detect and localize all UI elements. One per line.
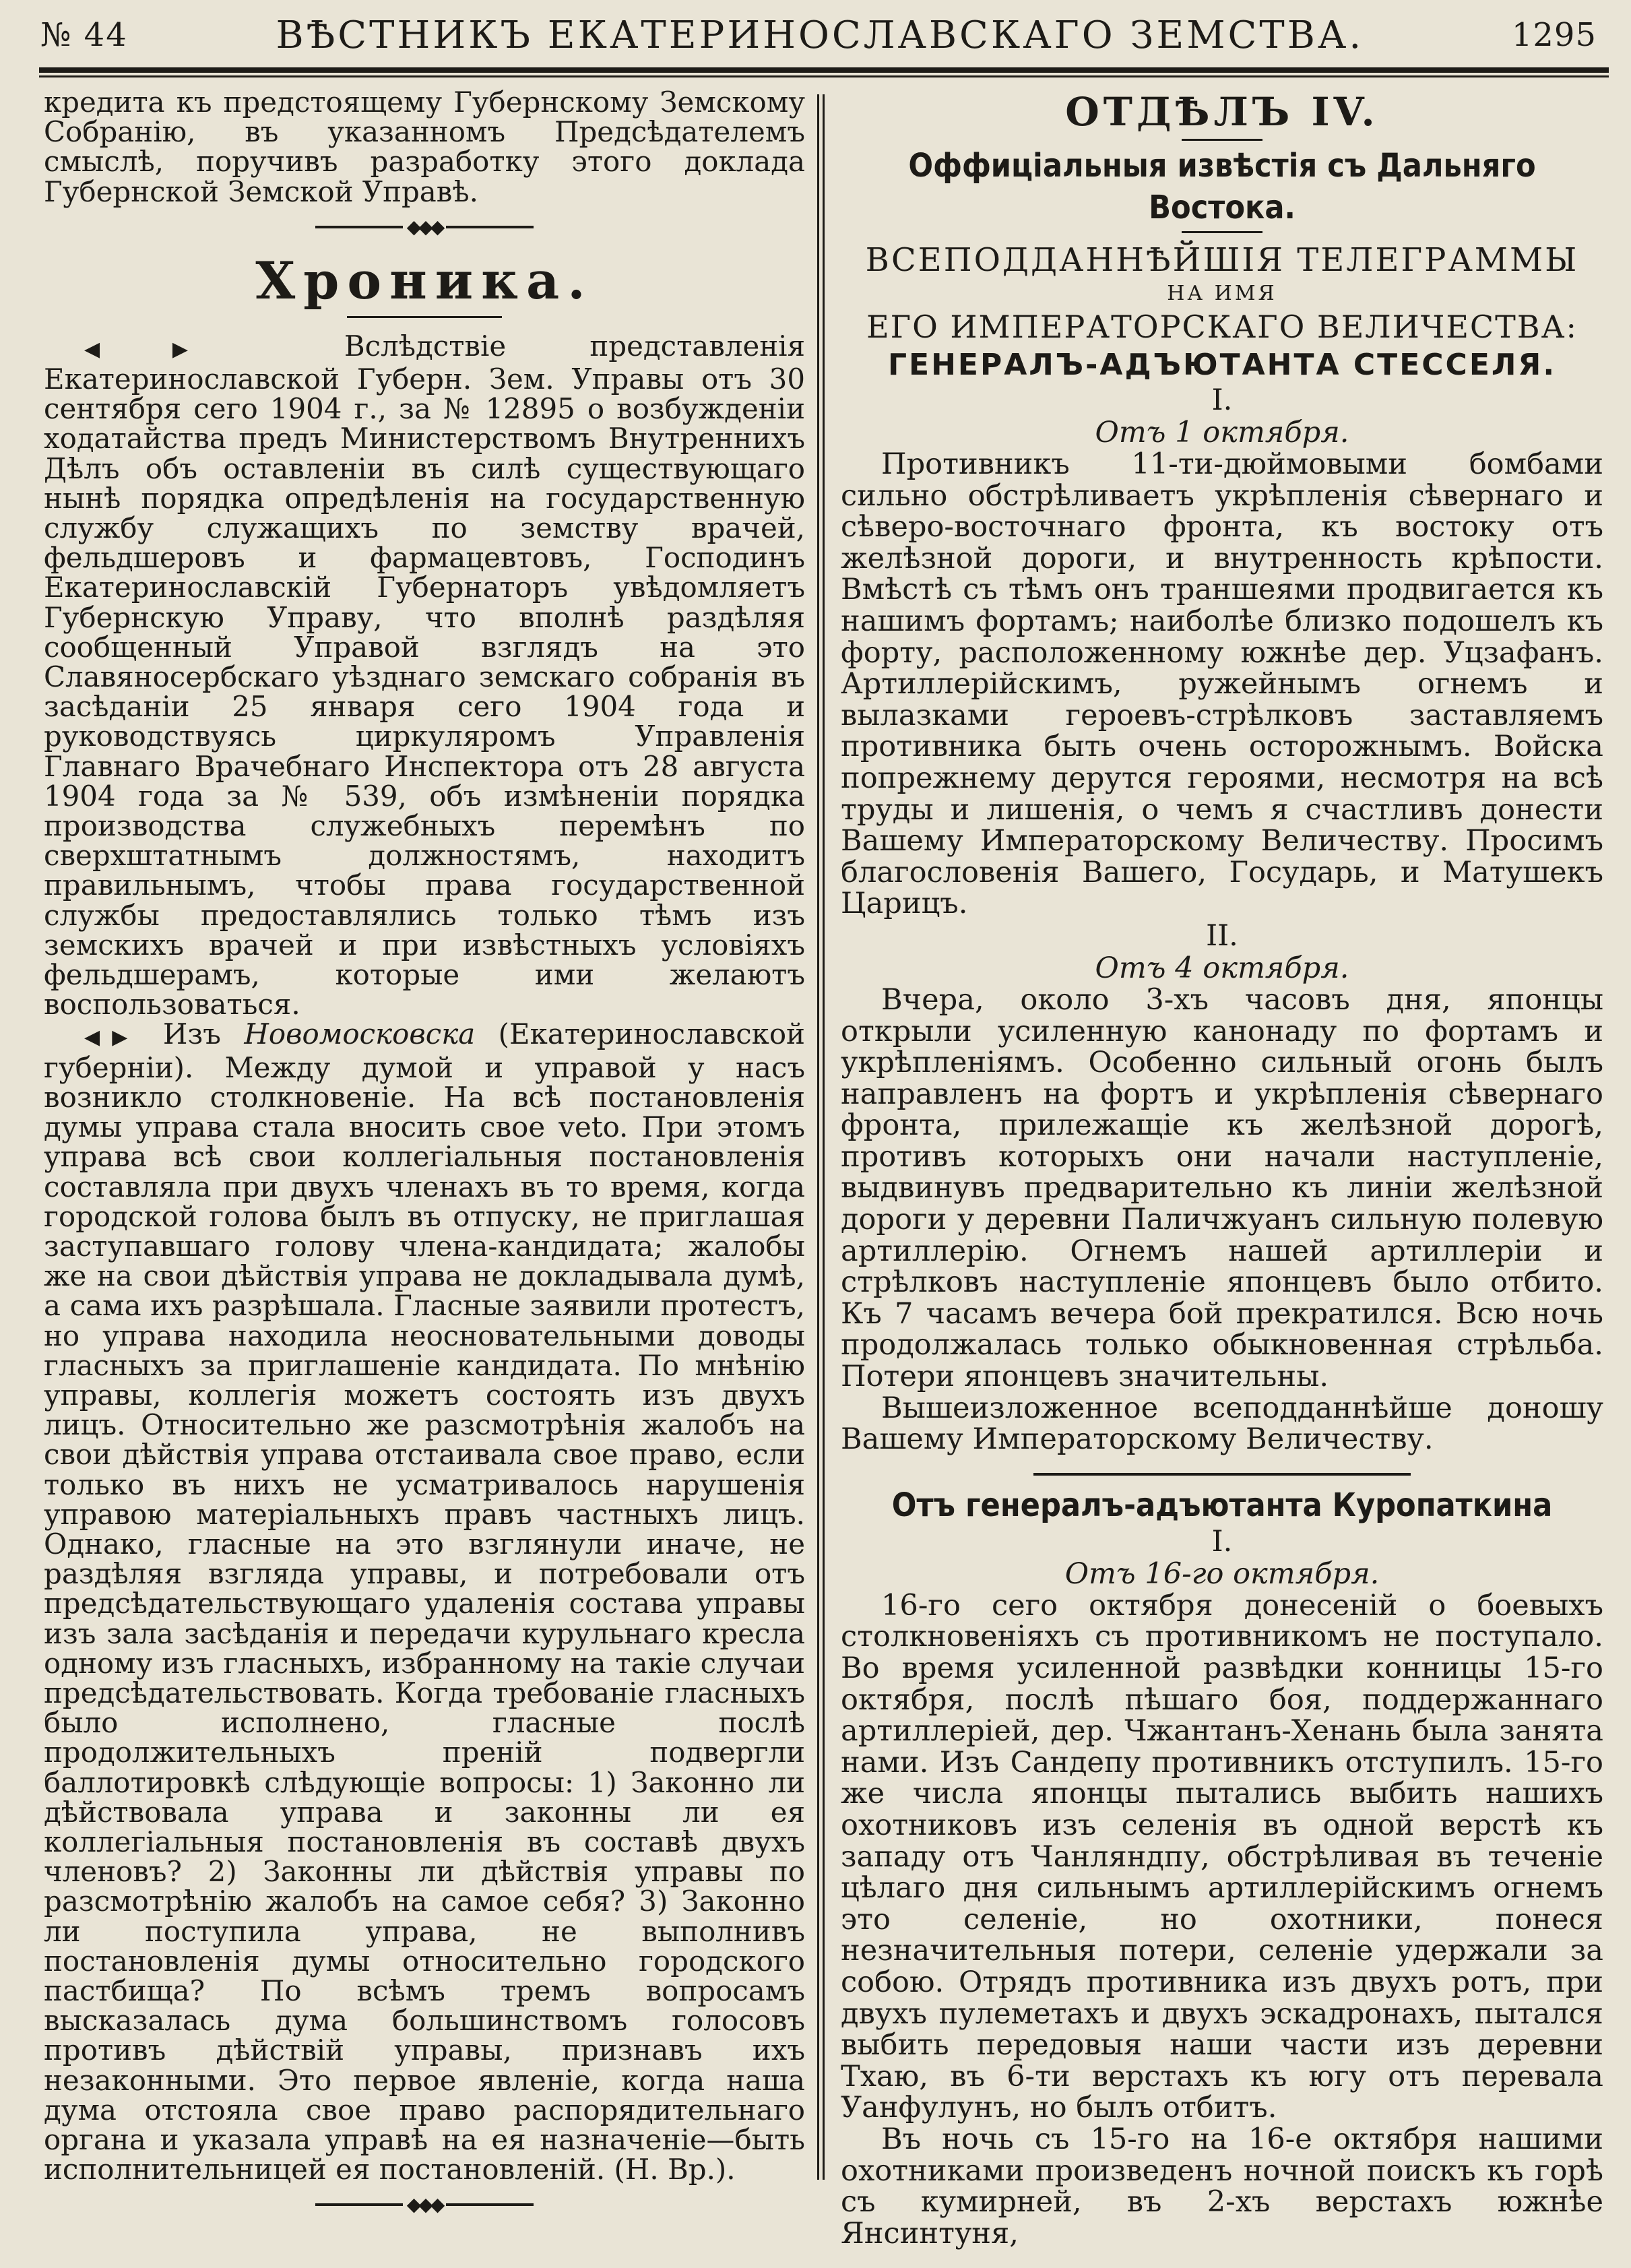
section-heading: ОТДѢЛЪ IV.	[1065, 89, 1379, 135]
telegram-1-date: Отъ 1 октября.	[1095, 416, 1349, 449]
section-rule	[1182, 139, 1262, 141]
chronicle-item-2	[44, 1019, 805, 2184]
ornament-diamond-icon: ◆◆◆	[406, 215, 443, 238]
section-rule-2	[1182, 231, 1262, 233]
kuropatkin-1-date: Отъ 16-го октября.	[1064, 1556, 1380, 1591]
issue-number: № 44	[40, 16, 128, 54]
telegrams-addressee: ЕГО ИМПЕРАТОРСКАГО ВЕЛИЧЕСТВА:	[866, 309, 1578, 345]
telegram-2-text: Вчера, около 3-хъ часовъ дня, японцы открыли усиленную канонаду по фортамъ и укрѣпленіямъ. Особенно сильный огонь былъ направленъ на фортъ и укрѣпленія сѣвернаго фронта, прилежащіе къ желѣзной дорогѣ, противъ которыхъ они начали наступленіе, выдвинувъ предварительно къ линіи желѣзной дороги у деревни Паличжуанъ сильную полевую артиллерію. Огнемъ нашей артиллеріи и стрѣлковъ наступленіе японцевъ было отбито. Къ 7 часамъ вечера бой прекратился. Всю ночь продолжалась только обыкновенная стрѣльба. Потери японцевъ значительны.	[841, 982, 1603, 1394]
telegram-1-number: I.	[1211, 383, 1233, 417]
kuropatkin-1-text-2: Въ ночь съ 15-го на 16-е октября нашими охотниками произведенъ ночной поискъ къ горѣ съ кумирней, въ 2-хъ верстахъ южнѣе Янсинтуня,	[841, 2122, 1603, 2250]
item2-source: (Н. Вр.).	[614, 2153, 736, 2186]
telegrams-title: ВСЕПОДДАННѢЙШІЯ ТЕЛЕГРАММЫ	[865, 241, 1579, 279]
column-divider	[817, 94, 825, 2180]
bullet-ornament-icon: ◀▶	[84, 1026, 140, 1050]
telegrams-na-imya: НА ИМЯ	[1167, 282, 1277, 305]
chronicle-heading: Хроника.	[255, 250, 594, 311]
intro-paragraph: кредита къ предстоящему Губернскому Земскому Собранію, въ указанномъ Предсѣдателемъ смыслѣ, поручивъ разработку этого доклада Губернской Земской Управѣ.	[44, 86, 805, 208]
masthead-title: ВѢСТНИКЪ ЕКАТЕРИНОСЛАВСКАГО ЗЕМСТВА.	[276, 13, 1364, 57]
telegram-2-number: II.	[1206, 918, 1238, 953]
ornament-bar	[315, 226, 403, 228]
ornament-divider-bottom	[44, 2190, 805, 2219]
right-column	[841, 88, 1603, 2249]
left-column	[44, 88, 805, 2225]
ornament-bar	[315, 2203, 403, 2206]
ornament-divider	[44, 212, 805, 242]
chronicle-item-1-text: Вслѣдствіе представленія Екатеринославской Губерн. Зем. Управы отъ 30 сентября сего 1904 г., за № 12895 о возбужденіи ходатайства предъ Министерствомъ Внутреннихъ Дѣлъ объ оставленіи въ силѣ существующаго нынѣ порядка опредѣленія на государственную службу служащихъ по земству врачей, фельдшеровъ и фармацевтовъ, Господинъ Екатеринославскій Губернаторъ увѣдомляетъ Губернскую Управу, что вполнѣ раздѣляя сообщенный Управой взглядъ на это Славяносербскаго уѣзднаго земскаго собранія въ засѣданіи 25 января сего 1904 года и руководствуясь циркуляромъ Управленія Главнаго Врачебнаго Инспектора отъ 28 августа 1904 года за № 539, объ измѣненіи порядка производства служебныхъ перемѣнъ по сверхштатнымъ должностямъ, находитъ правильнымъ, чтобы права государственной службы предоставлялись только тѣмъ изъ земскихъ врачей и при извѣстныхъ условіяхъ фельдшерамъ, которые ими желаютъ воспользоваться.	[44, 329, 805, 1021]
telegram-2-date: Отъ 4 октября.	[1095, 951, 1349, 985]
ornament-diamond-icon: ◆◆◆	[406, 2193, 443, 2216]
heading-rule	[347, 316, 502, 318]
ornament-bar	[446, 226, 534, 228]
bullet-ornament-icon: ◀▶	[84, 337, 261, 361]
telegram-1-text: Противникъ 11-ти-дюймовыми бомбами сильно обстрѣливаетъ укрѣпленія сѣвернаго и сѣверо-восточнаго фронта, къ востоку отъ желѣзной дороги, и внутренность крѣпости. Вмѣстѣ съ тѣмъ онъ траншеями продвигается къ нашимъ фортамъ; наиболѣе близко подошелъ къ форту, расположенному южнѣе дер. Уцзафанъ. Артиллерійскимъ, ружейнымъ огнемъ и вылазками героевъ-стрѣлковъ заставляемъ противника быть очень осторожнымъ. Войска попрежнему дерутся героями, несмотря на всѣ труды и лишенія, о чемъ я счастливъ донести Вашему Императорскому Величеству. Просимъ благословенія Вашего, Государь, и Матушекъ Царицъ.	[841, 447, 1603, 921]
item2-prefix: Изъ	[162, 1017, 221, 1051]
section-subtitle: Оффиціальныя извѣстія съ Дальняго Востока.	[908, 147, 1536, 226]
kuropatkin-1-number: I.	[1211, 1524, 1233, 1558]
telegrams-sender: ГЕНЕРАЛЪ-АДЪЮТАНТА СТЕССЕЛЯ.	[887, 348, 1557, 382]
kuropatkin-heading: Отъ генералъ-адъютанта Куропаткина	[891, 1486, 1553, 1524]
item2-body: (Екатеринославской губерніи). Между думой и управой у насъ возникло столкновеніе. На всѣ постановленія думы управа стала вносить свое veto. При этомъ управа всѣ свои коллегіальныя постановленія составляла при двухъ членахъ въ то время, когда городской голова былъ въ отпуску, не приглашая заступавшаго голову члена-кандидата; жалобы же на свои дѣйствія управа не докладывала думѣ, а сама ихъ разрѣшала. Гласные заявили протестъ, но управа находила неосновательными доводы гласныхъ за приглашеніе кандидата. По мнѣнію управы, коллегія можетъ состоять изъ двухъ лицъ. Относительно же разсмотрѣнія жалобъ на свои дѣйствія управа отстаивала свое право, если только въ нихъ не усматривалось нарушенія управою матеріальныхъ правъ частныхъ лицъ. Однако, гласные на это взглянули иначе, не раздѣляя взгляда управы, и потребовали отъ предсѣдательствующаго удаленія состава управы изъ зала засѣданія и передачи курульнаго кресла одному изъ гласныхъ, избранному на такіе случаи предсѣдательствовать. Когда требованіе гласныхъ было исполнено, гласные послѣ продолжительныхъ преній подвергли баллотировкѣ слѣдующіе вопросы: 1) Законно ли дѣйствовала управа и законны ли ея коллегіальныя постановленія въ составѣ двухъ членовъ? 2) Законны ли дѣйствія управы по разсмотрѣнію жалобъ на самое себя? 3) Законно ли поступила управа, не выполнивъ постановленія думы относительно городского пастбища? По всѣмъ тремъ вопросамъ высказалась дума большинствомъ голосовъ противъ дѣйствій управы, признавъ ихъ незаконными. Это первое явленіе, когда наша дума отстояла свое право распорядительнаго органа и указала управѣ на ея назначеніе—быть исполнительницей ея постановленій.	[44, 1017, 805, 2186]
page-header	[40, 8, 1597, 62]
page-number: 1295	[1511, 16, 1597, 54]
telegram-2-closing: Вышеизложенное всеподданнѣйше доношу Вашему Императорскому Величеству.	[841, 1391, 1603, 1457]
chronicle-item-1	[44, 329, 805, 1021]
header-double-rule	[39, 67, 1609, 77]
kuropatkin-1-text: 16-го сего октября донесеній о боевыхъ столкновеніяхъ съ противникомъ не поступало. Во время усиленной развѣдки конницы 15-го октября, послѣ пѣшаго боя, поддержаннаго артиллеріей, дер. Чжантанъ-Хенань была занята нами. Изъ Сандепу противникъ отступилъ. 15-го же числа японцы пытались выбить нашихъ охотниковъ изъ селенія въ одной верстѣ къ западу отъ Чанляндпу, обстрѣливая въ теченіе цѣлаго дня сильнымъ артиллерійскимъ огнемъ это селеніе, но охотники, понеся незначительныя потери, селеніе удержали за собою. Отрядъ противника изъ двухъ ротъ, при двухъ пулеметахъ и двухъ эскадронахъ, пытался выбить передовыя наши части изъ деревни Тхаю, въ 6-ти верстахъ къ югу отъ перевала Уанфулунъ, но былъ отбитъ.	[841, 1588, 1603, 2125]
item2-city: Новомосковска	[244, 1017, 476, 1051]
section-separator	[1033, 1473, 1411, 1476]
ornament-bar	[446, 2203, 534, 2206]
